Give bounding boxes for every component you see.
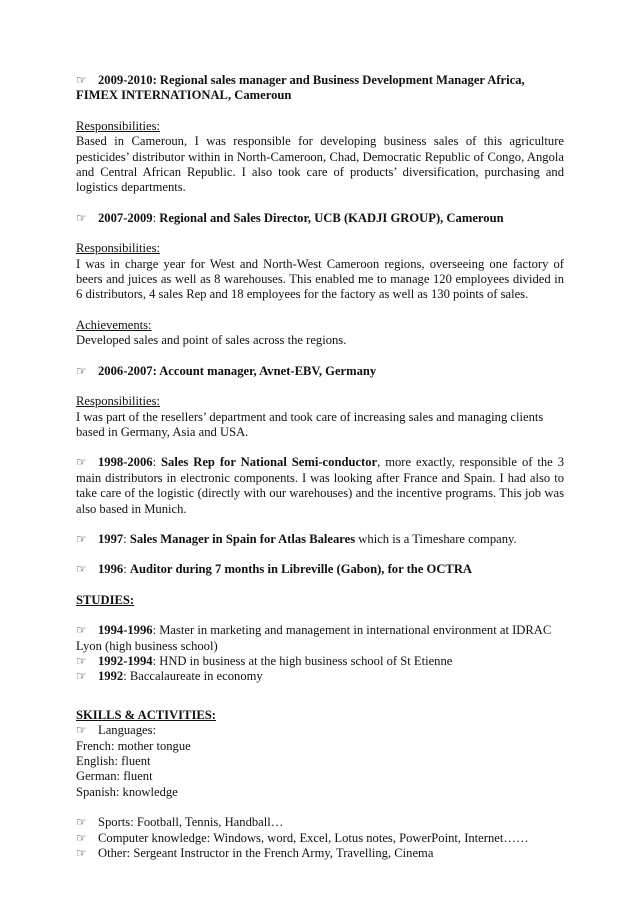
study-1: ☞ 1994-1996: Master in marketing and management in international environment at IDRAC Lyon (high business school) (76, 623, 552, 653)
job-1-responsibilities-text: Based in Cameroun, I was responsible for developing business sales of this agriculture pesticides’ distributor within in North-Cameroon, Chad, Democratic Republic of Congo, Angola and Central African Republic. I also took care of products’ diversification, purchasing and logistics departments. (76, 134, 564, 195)
pointing-hand-icon: ☞ (76, 830, 87, 845)
pointing-hand-icon: ☞ (76, 846, 87, 861)
job-3-title: 2006-2007: Account manager, Avnet-EBV, Germany (98, 363, 377, 378)
pointing-hand-icon: ☞ (76, 363, 87, 378)
study-2-text: HND in business at the high business school of St Etienne (159, 653, 453, 668)
study-3-text: Baccalaureate in economy (129, 669, 263, 684)
language-english: English: fluent (76, 754, 151, 768)
study-2: ☞ 1992-1994: HND in business at the high business school of St Etienne (76, 653, 453, 668)
pointing-hand-icon: ☞ (76, 623, 87, 638)
skills-heading: SKILLS & ACTIVITIES: (76, 707, 216, 722)
job-5-date: 1997 (98, 531, 124, 546)
pointing-hand-icon: ☞ (76, 210, 87, 225)
job-4-paragraph: ☞ 1998-2006: Sales Rep for National Semi-conductor, more exactly, responsible of the 3 main distributors in electronic components. I was looking after France and Spain. I had also to take care of the logistic (directly with our warehouses) and the incentive programs. This job was also based in Munich. (76, 455, 564, 516)
skill-other (76, 846, 564, 861)
job-5-title: Sales Manager in Spain for Atlas Baleares (129, 531, 356, 546)
pointing-hand-icon: ☞ (76, 562, 87, 577)
job-3-responsibilities-text: I was part of the resellers’ department and took care of increasing sales and managing clients based in Germany, Asia and USA. (76, 409, 544, 439)
study-1-date: 1994-1996 (98, 623, 153, 638)
job-1-title: 2009-2010: Regional sales manager and Business Development Manager Africa, (98, 73, 525, 87)
job-2-responsibilities-label: Responsibilities: (76, 241, 160, 256)
job-6-line: ☞ 1996: Auditor during 7 months in Libreville (Gabon), for the OCTRA (76, 562, 473, 577)
pointing-hand-icon: ☞ (76, 653, 87, 668)
pointing-hand-icon: ☞ (76, 73, 87, 87)
studies-heading: STUDIES: (76, 592, 135, 607)
study-3: ☞ 1992: Baccalaureate in economy (76, 669, 263, 684)
job-2-achievements-text: Developed sales and point of sales across the regions. (76, 333, 347, 348)
job-2-responsibilities-text: I was in charge year for West and North-West Cameroon regions, overseeing one factory of beers and juices as well as 8 warehouses. This enabled me to manage 120 employees divided in 6 distributors, 4 sales Rep and 18 employees for the factory as well as 130 points of sales. (76, 256, 564, 302)
job-4-title: Sales Rep for National Semi-conductor (161, 455, 378, 470)
skill-computer-text: Computer knowledge: Windows, word, Excel, Lotus notes, PowerPoint, Internet…… (98, 830, 529, 845)
language-french: French: mother tongue (76, 738, 191, 753)
resume-page (76, 73, 564, 861)
job-4-date: 1998-2006 (98, 455, 153, 470)
pointing-hand-icon: ☞ (76, 815, 87, 830)
study-3-date: 1992 (98, 669, 124, 684)
job-3-responsibilities-label: Responsibilities: (76, 394, 160, 409)
job-5-description: which is a Timeshare company. (355, 531, 517, 546)
job-4-description: , more exactly, responsible of the 3 main distributors in electronic components. I was looking after France and Spain. I had also to take care of the logistic (directly with our warehouses) and the incentive programs. This job was also based in Munich. (76, 455, 564, 516)
job-6-title: Auditor during 7 months in Libreville (Gabon), for the OCTRA (129, 562, 473, 577)
skill-other-text: Other: Sergeant Instructor in the French Army, Travelling, Cinema (98, 846, 434, 861)
job-1-company: FIMEX INTERNATIONAL, Cameroun (76, 88, 292, 103)
job-3-title-line (76, 364, 564, 379)
pointing-hand-icon: ☞ (76, 531, 87, 546)
job-6-date: 1996 (98, 562, 124, 577)
skill-sports-text: Sports: Football, Tennis, Handball… (98, 815, 284, 830)
pointing-hand-icon: ☞ (76, 723, 87, 738)
language-spanish: Spanish: knowledge (76, 784, 178, 799)
languages-label-line (76, 723, 564, 738)
job-1-title-line (76, 73, 564, 88)
study-2-date: 1992-1994 (98, 653, 153, 668)
pointing-hand-icon: ☞ (76, 669, 87, 684)
skill-computer (76, 831, 564, 846)
job-1-responsibilities-label: Responsibilities: (76, 118, 160, 133)
pointing-hand-icon: ☞ (76, 455, 87, 470)
study-1-text: Master in marketing and management in international environment at IDRAC Lyon (high business school) (76, 623, 552, 653)
job-2-title-line: ☞ 2007-2009: Regional and Sales Director, UCB (KADJI GROUP), Cameroun (76, 210, 504, 225)
language-german: German: fluent (76, 769, 153, 784)
job-2-title: Regional and Sales Director, UCB (KADJI GROUP), Cameroun (159, 210, 504, 225)
job-2-date: 2007-2009 (98, 210, 153, 225)
job-5-line: ☞ 1997: Sales Manager in Spain for Atlas Baleares which is a Timeshare company. (76, 531, 517, 546)
languages-label: Languages: (98, 723, 157, 738)
skill-sports (76, 815, 564, 830)
job-2-achievements-label: Achievements: (76, 317, 152, 332)
